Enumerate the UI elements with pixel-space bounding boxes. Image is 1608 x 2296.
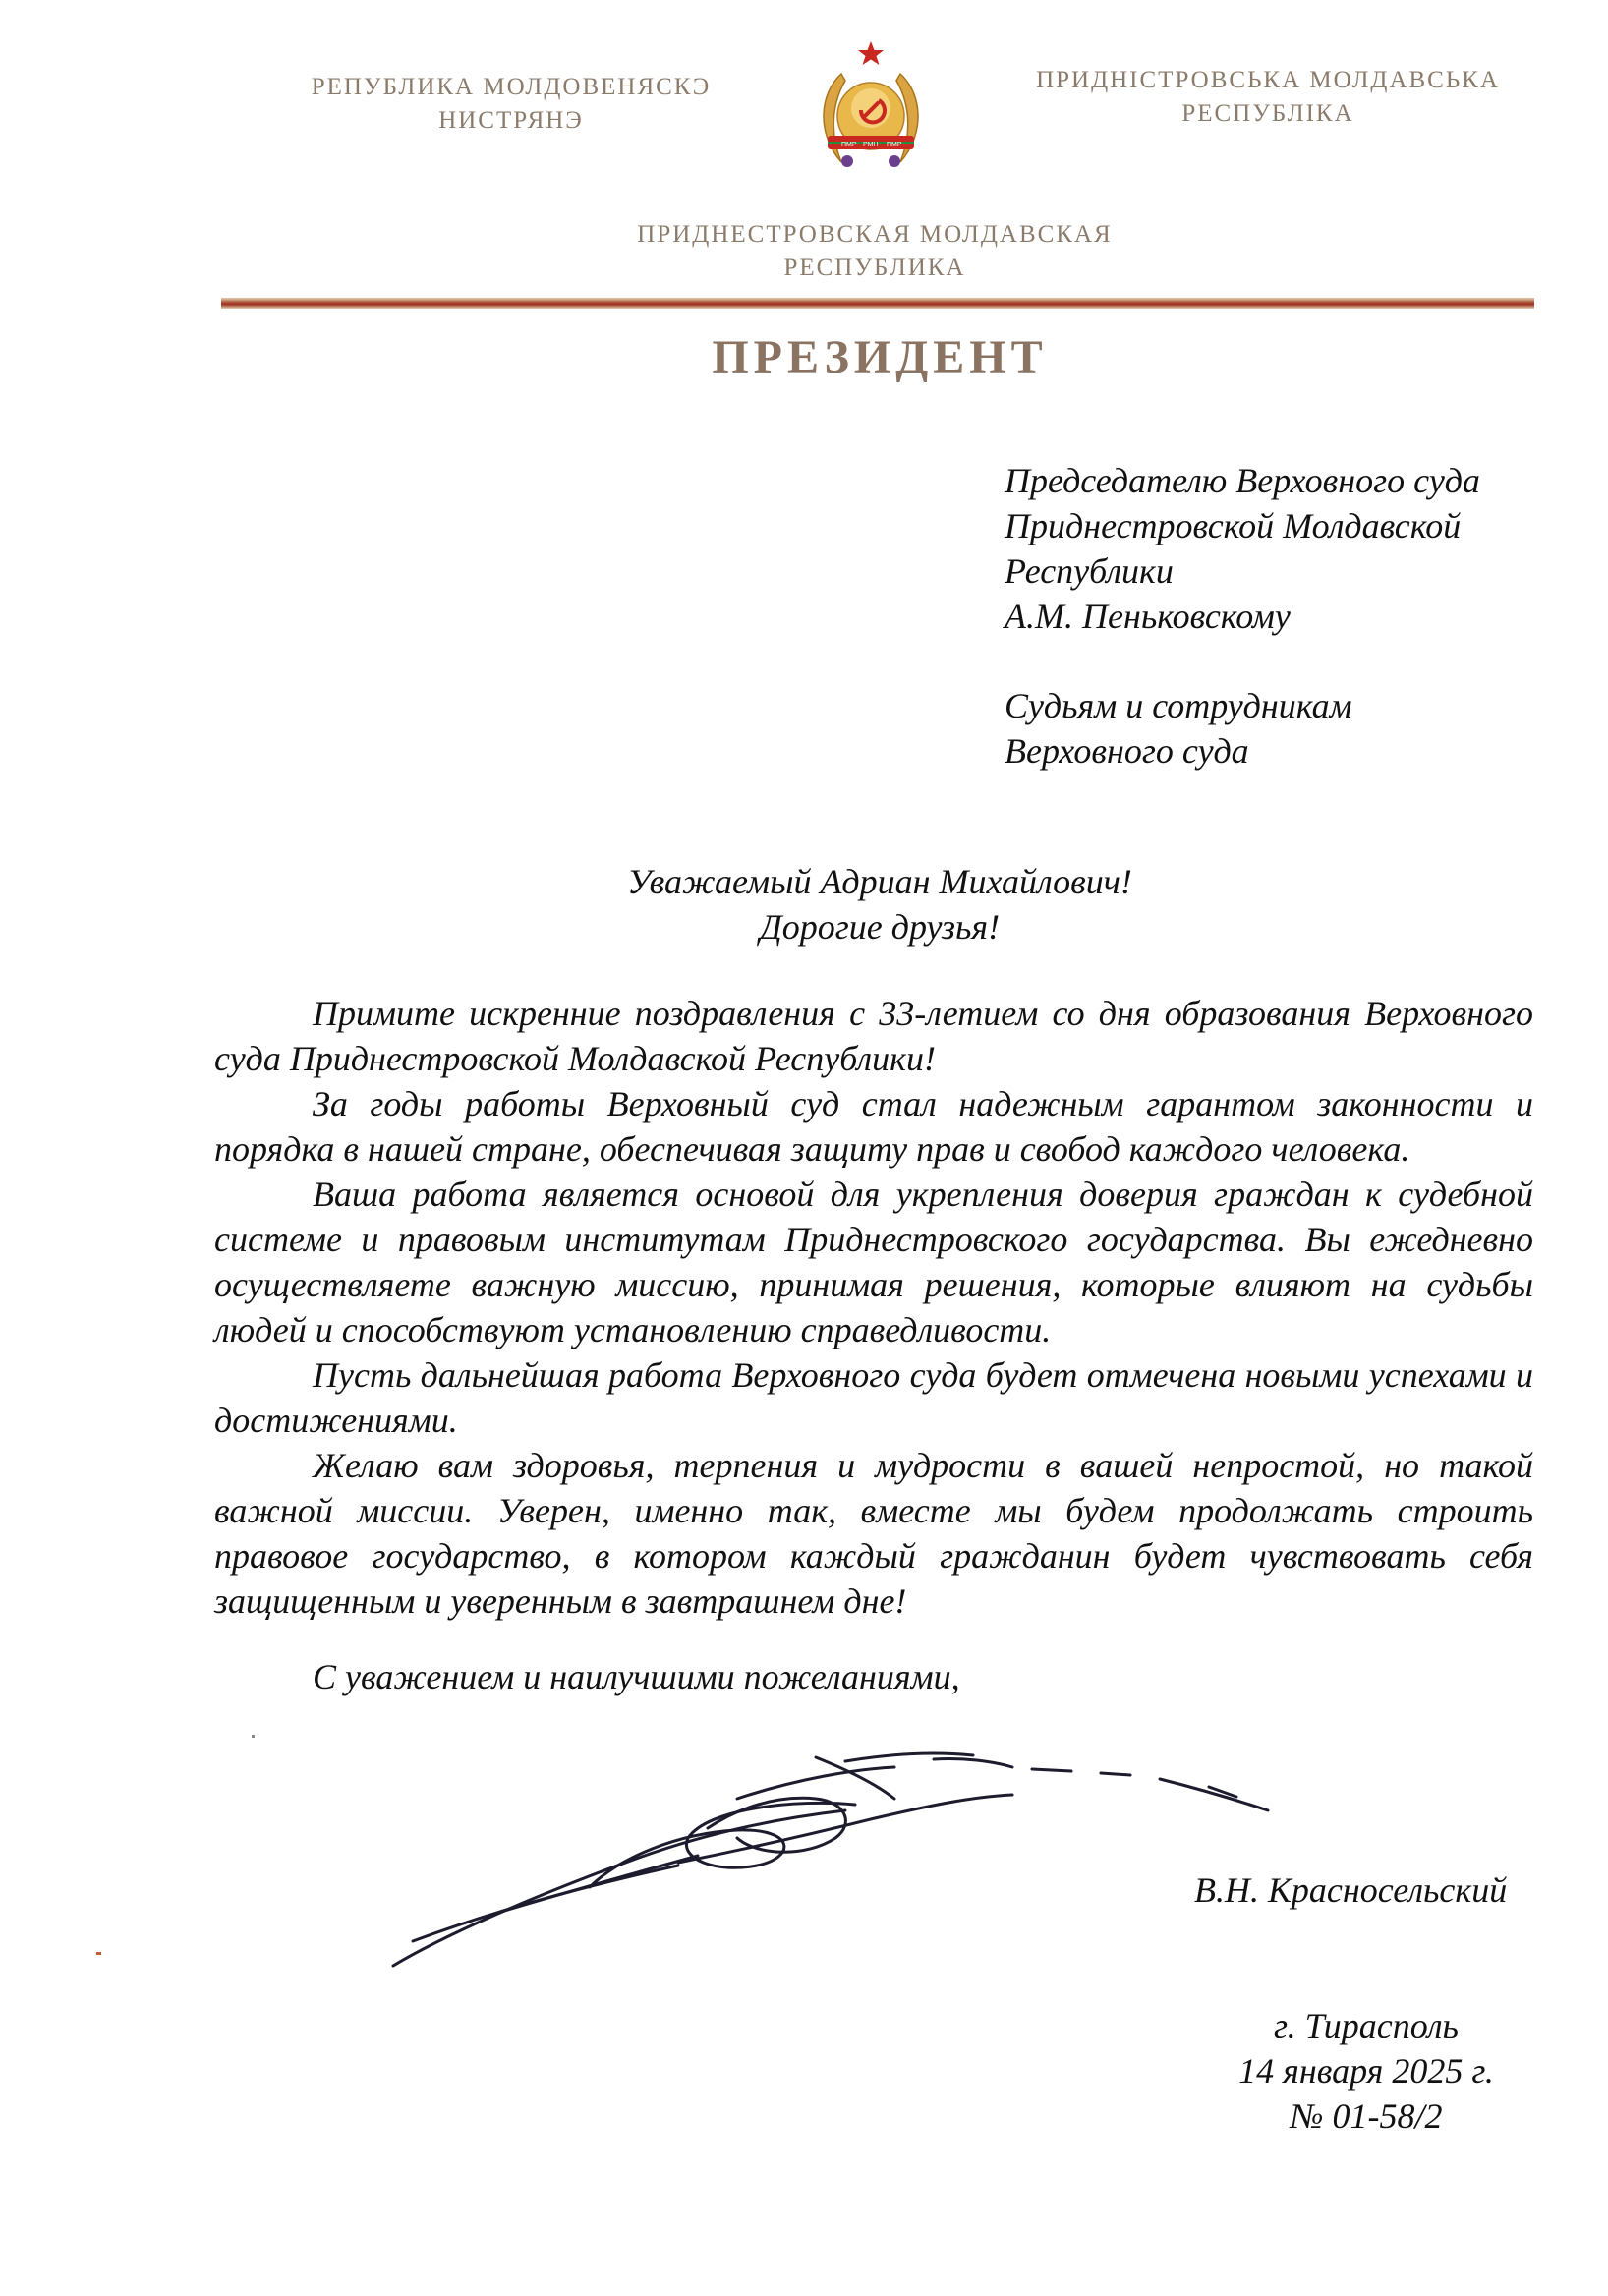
- addressee-line: Приднестровской Молдавской: [1005, 506, 1462, 545]
- closing-phrase: С уважением и наилучшими пожеланиями,: [313, 1657, 960, 1696]
- body-paragraph: Пусть дальнейшая работа Верховного суда будет отмечена новыми успехами и достижениями.: [214, 1355, 1533, 1440]
- salutation-line: Уважаемый Адриан Михайлович!: [627, 862, 1132, 901]
- letterhead-russian-line1: ПРИДНЕСТРОВСКАЯ МОЛДАВСКАЯ: [637, 221, 1113, 248]
- letterhead-russian-line2: РЕСПУБЛИКА: [783, 255, 966, 281]
- emblem-star: [858, 41, 884, 65]
- letterhead-ukrainian: [1003, 64, 1533, 131]
- salutation-line: Дорогие друзья!: [759, 907, 1001, 947]
- document-number: № 01-58/2: [1290, 2096, 1443, 2136]
- state-emblem-icon: [802, 39, 940, 187]
- body-paragraph: За годы работы Верховный суд стал надежным гарантом законности и порядка в нашей стране, обеспечивая защиту прав и свобод каждого человека.: [214, 1084, 1533, 1169]
- document-date: 14 января 2025 г.: [1238, 2051, 1494, 2091]
- addressee-line: Верховного суда: [1005, 731, 1249, 771]
- letterhead-ukrainian-line2: РЕСПУБЛІКА: [1181, 100, 1354, 127]
- addressee-line: Председателю Верховного суда: [1005, 461, 1480, 500]
- addressee-line: Судьям и сотрудникам: [1005, 686, 1352, 725]
- scan-speck: [96, 1952, 101, 1955]
- addressee-line: А.М. Пеньковскому: [1005, 597, 1291, 636]
- letterhead-ukrainian-line1: ПРИДНІСТРОВСЬКА МОЛДАВСЬКА: [1036, 67, 1500, 93]
- letterhead-moldovan-line1: РЕПУБЛИКА МОЛДОВЕНЯСКЭ: [311, 74, 712, 100]
- addressee-block: [1005, 458, 1555, 774]
- place-and-date: [1160, 2003, 1573, 2139]
- emblem-banner-left: ПМР: [841, 142, 857, 148]
- addressee-line: Республики: [1005, 551, 1174, 591]
- letter-body: [214, 991, 1533, 1624]
- signatory-name: В.Н. Красносельский: [1194, 1870, 1508, 1910]
- emblem-banner-center: РМН: [863, 142, 879, 148]
- letterhead-moldovan-line2: НИСТРЯНЭ: [438, 107, 584, 134]
- emblem-banner-right: ПМР: [887, 142, 902, 148]
- letterhead-russian: [580, 218, 1170, 285]
- document-title: ПРЕЗИДЕНТ: [712, 331, 1048, 383]
- body-paragraph: Примите искренние поздравления с 33-летием со дня образования Верховного суда Приднестровской Молдавской Республики!: [214, 994, 1533, 1078]
- letterhead-moldovan: [285, 71, 737, 138]
- handwritten-signature: [383, 1740, 1347, 1976]
- letterhead-divider: [221, 298, 1534, 309]
- city: г. Тирасполь: [1274, 2006, 1459, 2045]
- salutation: [0, 859, 1608, 949]
- body-paragraph: Желаю вам здоровья, терпения и мудрости в вашей непростой, но такой важной миссии. Уверен, именно так, вместе мы будем продолжать строить правовое государство, в котором каждый гражданин будет чувствовать себя защищенным и уверенным в завтрашнем дне!: [214, 1446, 1533, 1621]
- scan-speck: [252, 1735, 255, 1738]
- body-paragraph: Ваша работа является основой для укрепления доверия граждан к судебной системе и правовым институтам Приднестровского государства. Вы ежедневно осуществляете важную миссию, принимая решения, которые влияют на судьбы людей и способствуют установлению справедливости.: [214, 1175, 1533, 1349]
